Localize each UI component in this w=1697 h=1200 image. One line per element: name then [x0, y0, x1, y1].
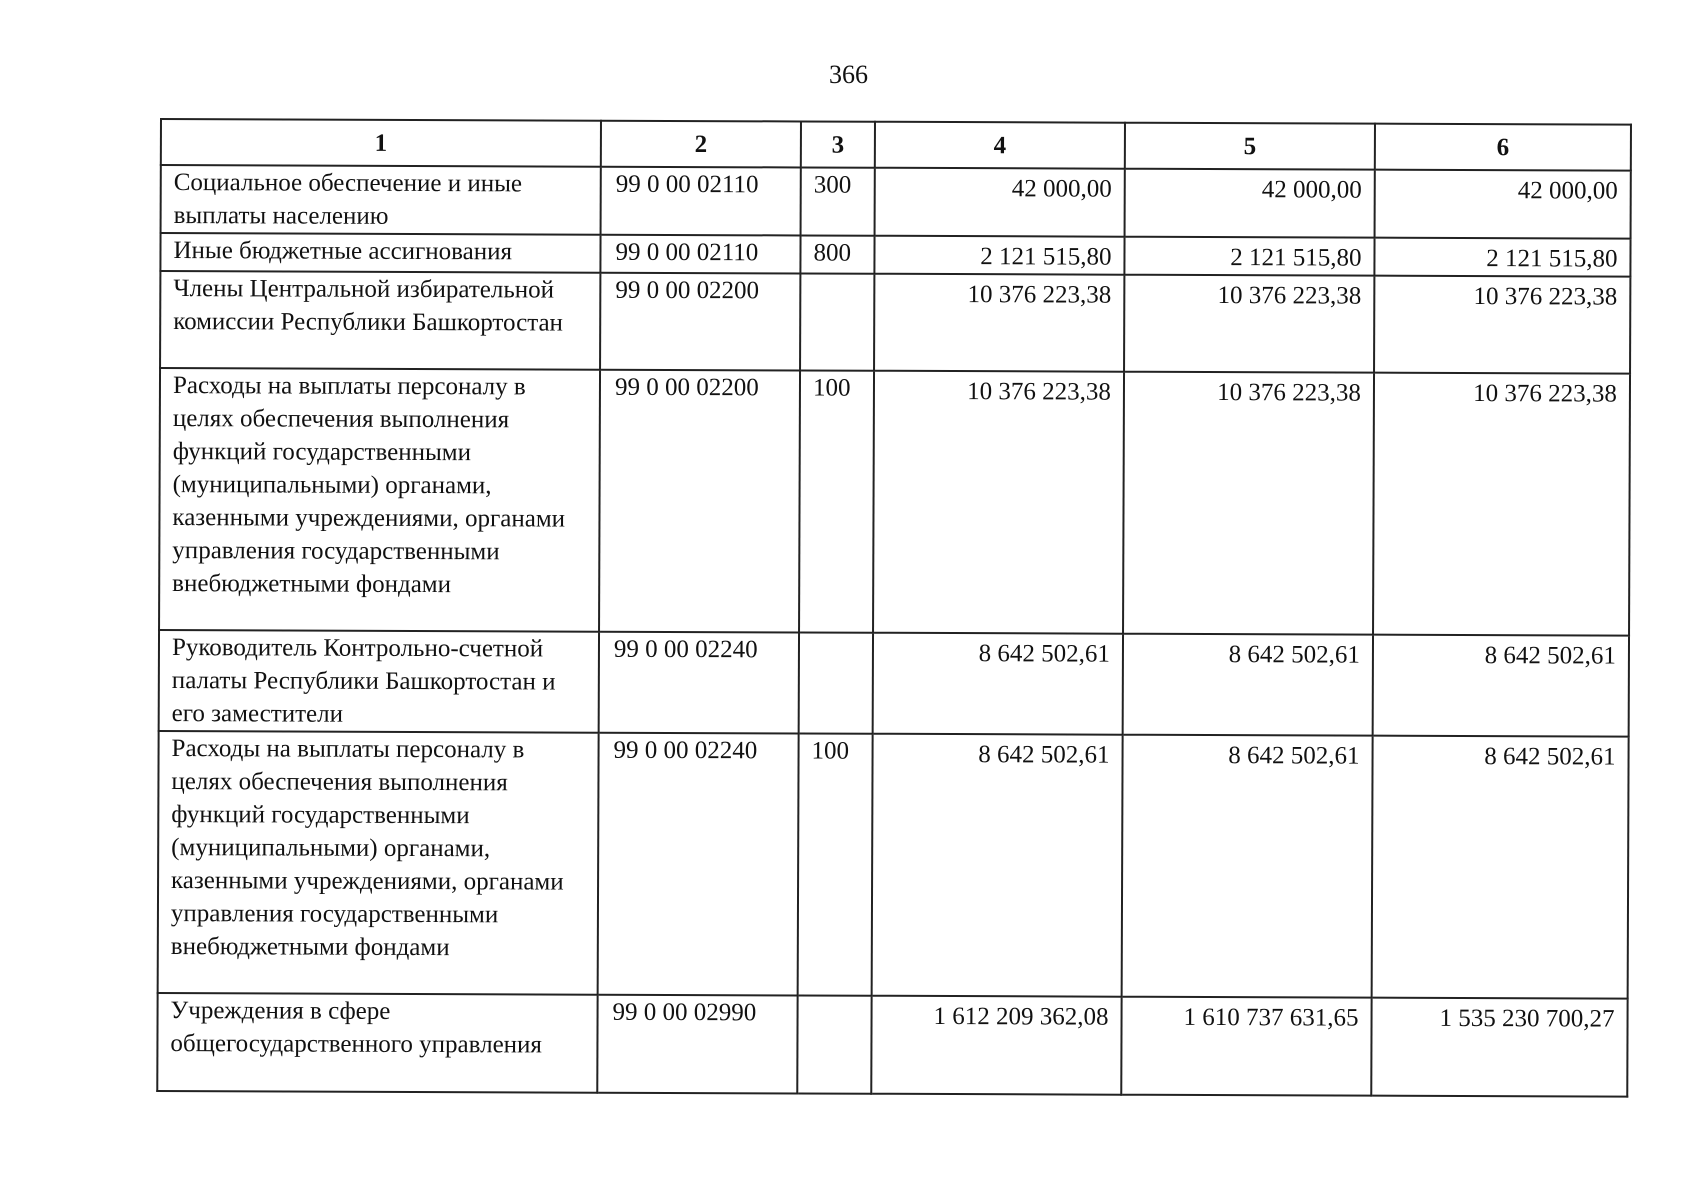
row-value-5: 10 376 223,38	[1123, 372, 1374, 635]
row-value-5: 10 376 223,38	[1124, 275, 1374, 373]
row-value-6: 1 535 230 700,27	[1371, 998, 1627, 1097]
row-code: 99 0 00 02240	[599, 632, 799, 734]
row-value-4: 2 121 515,80	[874, 236, 1124, 275]
row-value-6: 8 642 502,61	[1373, 635, 1629, 737]
row-type	[799, 632, 873, 733]
header-col-4: 4	[875, 122, 1125, 169]
table-row	[159, 368, 1630, 636]
row-type: 300	[801, 167, 875, 235]
row-value-6: 42 000,00	[1375, 170, 1631, 239]
table-row	[158, 731, 1629, 999]
row-value-4: 42 000,00	[875, 168, 1125, 237]
row-value-5: 8 642 502,61	[1123, 634, 1373, 736]
row-name: Руководитель Контрольно-счетной палаты Республики Башкортостан и его заместители	[159, 630, 599, 733]
row-value-5: 42 000,00	[1125, 169, 1375, 238]
row-name: Иные бюджетные ассигнования	[160, 233, 600, 273]
header-col-1: 1	[161, 119, 601, 167]
row-type	[797, 995, 871, 1093]
header-col-5: 5	[1125, 123, 1375, 170]
table-header-row	[161, 119, 1631, 171]
table-row	[161, 165, 1631, 239]
table-row	[160, 271, 1630, 374]
row-name: Расходы на выплаты персоналу в целях обеспечения выполнения функций государственными (муниципальными) органами, казенными учреждениями, органами управления государственными внебюджетными фондами	[158, 731, 599, 995]
table-row	[157, 993, 1627, 1097]
row-value-5: 8 642 502,61	[1122, 735, 1373, 998]
row-code: 99 0 00 02110	[600, 235, 800, 274]
row-value-4: 1 612 209 362,08	[871, 996, 1121, 1095]
table-row	[160, 233, 1630, 277]
row-type: 800	[800, 235, 874, 273]
row-type: 100	[798, 733, 873, 995]
row-value-6: 10 376 223,38	[1374, 276, 1630, 374]
row-name: Расходы на выплаты персоналу в целях обеспечения выполнения функций государственными (муниципальными) органами, казенными учреждениями, органами управления государственными внебюджетными фондами	[159, 368, 600, 632]
row-code: 99 0 00 02110	[601, 167, 801, 236]
header-col-6: 6	[1375, 124, 1631, 171]
row-code: 99 0 00 02240	[598, 733, 799, 996]
row-name: Социальное обеспечение и иные выплаты населению	[161, 165, 601, 235]
budget-table	[156, 118, 1632, 1098]
row-value-5: 2 121 515,80	[1124, 237, 1374, 276]
row-type: 100	[799, 370, 874, 632]
row-value-4: 8 642 502,61	[873, 633, 1123, 735]
row-code: 99 0 00 02200	[599, 370, 800, 633]
row-code: 99 0 00 02200	[600, 273, 800, 371]
row-value-4: 10 376 223,38	[873, 371, 1124, 634]
row-value-4: 8 642 502,61	[872, 734, 1123, 997]
header-col-3: 3	[801, 121, 875, 167]
row-value-5: 1 610 737 631,65	[1121, 997, 1371, 1096]
header-col-2: 2	[601, 121, 801, 168]
row-name: Учреждения в сфере общегосударственного управления	[157, 993, 597, 1093]
row-value-6: 10 376 223,38	[1373, 373, 1630, 636]
table-row	[159, 630, 1629, 737]
row-value-6: 8 642 502,61	[1372, 736, 1629, 999]
row-value-4: 10 376 223,38	[874, 274, 1124, 372]
row-value-6: 2 121 515,80	[1374, 238, 1630, 277]
row-code: 99 0 00 02990	[597, 995, 797, 1094]
row-name: Члены Центральной избирательной комиссии Республики Башкортостан	[160, 271, 600, 370]
page-number: 366	[829, 60, 868, 89]
row-type	[800, 273, 874, 370]
